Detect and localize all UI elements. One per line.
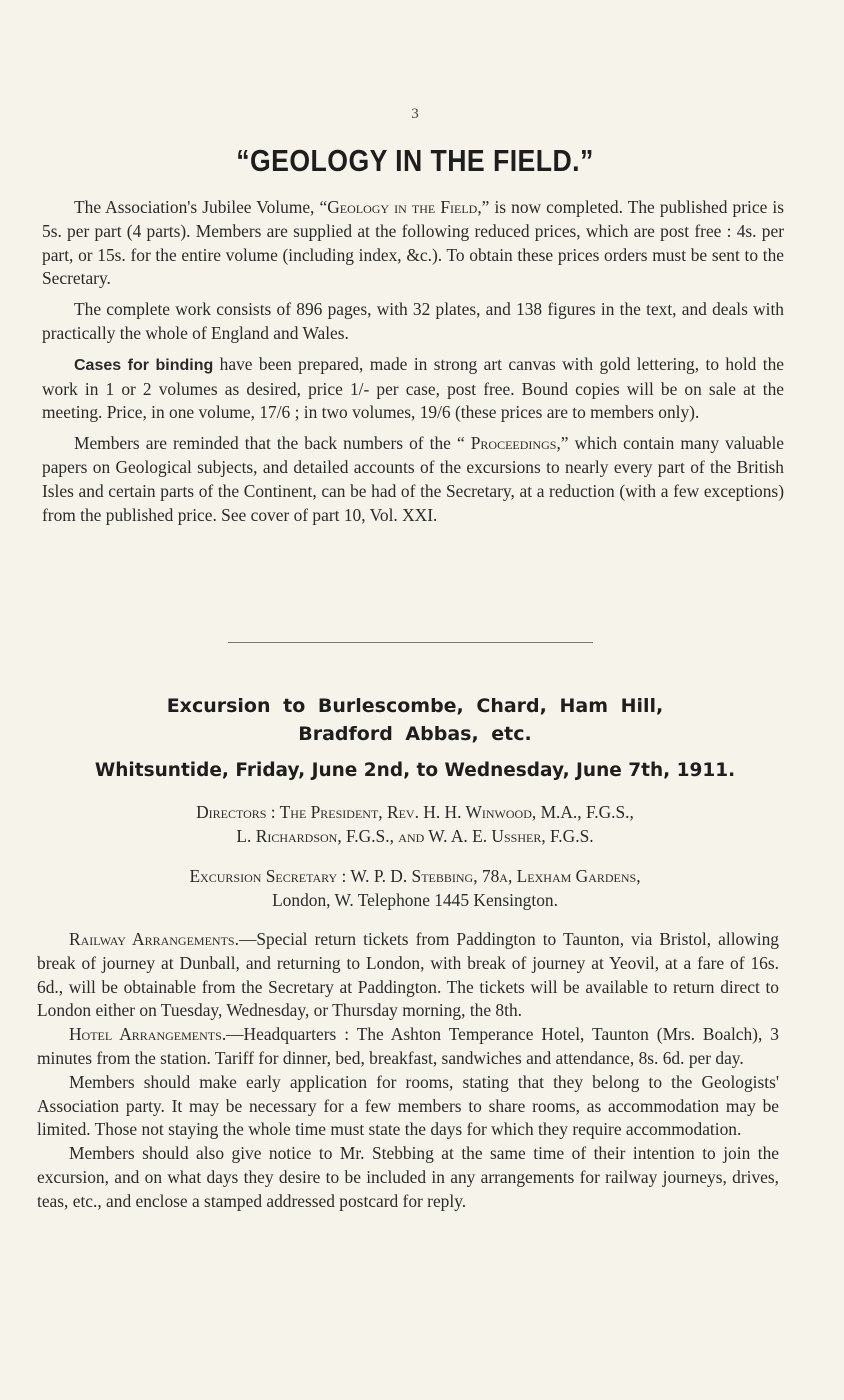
paragraph-railway [37,928,779,1023]
excursion-title [0,692,830,748]
railway-label: Railway Arrangements [69,929,235,949]
paragraph-rooms: Members should make early application for rooms, stating that they belong to the Geologists' Association party. It may be necessary for a few members to share rooms, as accommodation may be limited. Those not staying the whole time must state the days for which they require accommodation. [37,1071,779,1140]
secretary-line: London, W. Telephone 1445 Kensington. [272,890,558,910]
directors-line: Directors : The President, Rev. H. H. Winwood, M.A., F.G.S., [196,802,634,822]
paragraph-hotel [37,1023,779,1071]
text-run: ,” which contain many valuable papers on Geological subjects, and detailed accounts of the excursions to nearly every part of the British Isles and certain parts of the Continent, can be had of the Secretary, at a reduction (with a few exceptions) from the published price. See cover of part 10, Vol. XXI. [42,433,784,525]
section-divider [228,642,593,643]
proceedings-title: Proceedings [470,433,557,454]
excursion-details [37,928,779,1221]
paragraph-notice: Members should also give notice to Mr. Stebbing at the same time of their intention to join the excursion, and on what days they desire to be included in any arrangements for railway journeys, drives, teas, etc., and enclose a stamped addressed postcard for reply. [37,1143,779,1211]
directors-line: L. Richardson, F.G.S., and W. A. E. Ussher, F.G.S. [236,826,594,846]
paragraph-jubilee-volume [42,196,784,291]
jubilee-volume-section [42,196,784,534]
paragraph-complete-work: The complete work consists of 896 pages, with 32 plates, and 138 figures in the text, and deals with practically the whole of England and Wales. [42,299,784,343]
excursion-date: Whitsuntide, Friday, June 2nd, to Wednesday, June 7th, 1911. [94,760,736,781]
text-run: Members are reminded that the back numbers of the “ [74,433,471,454]
excursion-title-line: Bradford Abbas, etc. [298,723,532,745]
paragraph-back-numbers [42,432,784,527]
bold-heading: Cases for binding [74,356,214,374]
text-run: The Association's Jubilee Volume, “ [74,197,328,217]
text-run: Excursion Secretary : W. P. D. Stebbing, 78a, Lexham Gardens, [189,866,641,886]
text-run: .—Special return tickets from Paddington to Taunton, via Bristol, allowing break of journey at Dunball, and returning to London, with break of journey at Yeovil, at a fare of 16s. 6d., will be obtainable from the Secretary at Paddington. The tickets will be available to return direct to London either on Tuesday, Wednesday, or Thursday morning, the 8th. [37,929,779,1021]
secretary-line [0,864,830,888]
paragraph-cases-for-binding [42,353,784,425]
text-run: have been prepared, made in strong art canvas with gold lettering, to hold the work in 1 or 2 volumes as desired, price 1/- per case, post free. Bound copies will be on sale at the meeting. Price, in one volume, 17/6 ; in two volumes, 19/6 (these prices are to members only). [42,353,785,423]
excursion-title-line: Excursion to Burlescombe, Chard, Ham Hill, [166,695,664,717]
page-title: “GEOLOGY IN THE FIELD.” [236,143,594,178]
text-run: .—Headquarters : The Ashton Temperance Hotel, Taunton (Mrs. Boalch), 3 minutes from the station. Tariff for dinner, bed, breakfast, sandwiches and attendance, 8s. 6d. per day. [37,1024,780,1068]
directors-block [0,800,830,848]
hotel-label: Hotel Arrangements [69,1024,222,1045]
secretary-block [0,864,830,912]
text-run: ,” is now completed. The published price is 5s. per part (4 parts). Members are supplied at the following reduced prices, which are post free : 4s. per part, or 15s. for the entire volume (including index, &c.). To obtain these prices orders must be sent to the Secretary. [42,197,784,289]
page-number: 3 [411,106,419,122]
book-title: Geology in the Field [327,197,478,217]
